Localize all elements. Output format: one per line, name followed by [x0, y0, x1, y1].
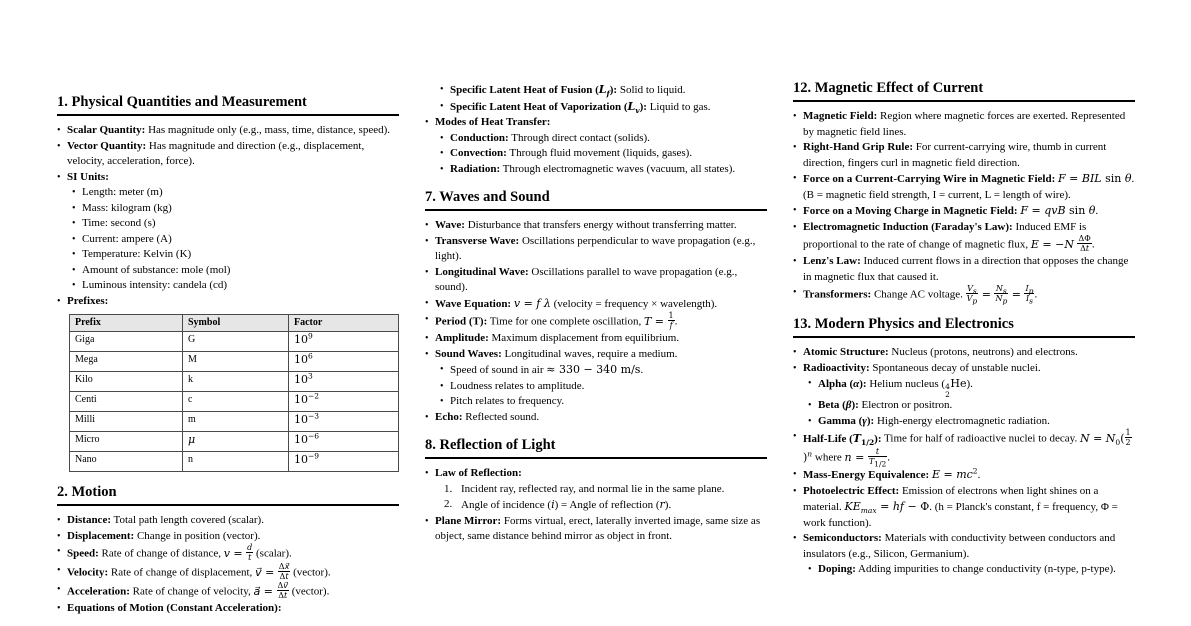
list-item	[444, 497, 767, 514]
item-text: Magnetic Field: Region where magnetic forces are exerted. Represented by magnetic field lines.	[803, 110, 1126, 138]
list-item	[57, 529, 399, 545]
item-text: Vector Quantity: Has magnitude and direction (e.g., displacement, velocity, acceleration, force).	[67, 139, 365, 167]
item-text: Gamma (γ): High-energy electromagnetic radiation.	[818, 414, 1050, 427]
item-text: Time: second (s)	[82, 217, 156, 229]
list-item	[793, 220, 1135, 255]
bullet-list	[793, 345, 1135, 578]
bullet-marker: •	[425, 297, 429, 309]
table-cell: Micro	[70, 432, 183, 452]
list-item	[57, 170, 399, 186]
list-item	[793, 484, 1135, 532]
bullet-marker: •	[793, 142, 797, 153]
section-heading: 13. Modern Physics and Electronics	[793, 316, 1135, 338]
list-item	[425, 514, 767, 545]
list-item	[793, 467, 1135, 484]
list-item	[57, 601, 399, 617]
table-cell: $10^{-9}$	[289, 452, 399, 472]
column-3	[793, 80, 1135, 617]
item-text: Force on a Current-Carrying Wire in Magnetic Field: F = BIL sin θ. (B = magnetic field strength, I = current, L = length of wire).	[803, 172, 1135, 201]
list-item	[793, 361, 1135, 377]
item-text: Mass-Energy Equivalence: $E = mc^2$.	[803, 466, 981, 481]
item-text: Convection: Through fluid movement (liquids, gases).	[450, 147, 693, 159]
table-cell: m	[183, 412, 289, 432]
bullet-marker: •	[425, 515, 429, 527]
bullet-marker: •	[72, 187, 76, 198]
list-item	[425, 218, 767, 234]
list-item	[440, 162, 767, 178]
bullet-marker: •	[793, 205, 797, 216]
list-item	[440, 99, 767, 116]
bullet-marker: •	[793, 287, 797, 298]
bullet-list	[425, 218, 767, 425]
bullet-marker: •	[57, 140, 61, 152]
bullet-list	[793, 109, 1135, 304]
bullet-marker: •	[440, 163, 444, 175]
bullet-marker: •	[57, 546, 61, 557]
item-text: Scalar Quantity: Has magnitude only (e.g., mass, time, distance, speed).	[67, 124, 391, 136]
list-item	[72, 263, 399, 279]
table-cell: $10^3$	[289, 372, 399, 392]
list-item	[425, 115, 767, 131]
list-item	[425, 296, 767, 313]
item-text: Distance: Total path length covered (scalar).	[67, 514, 264, 526]
bullet-marker: •	[808, 564, 812, 575]
table-cell: $10^{-2}$	[289, 392, 399, 412]
table-header-cell: Symbol	[183, 315, 289, 332]
bullet-marker: •	[57, 295, 61, 307]
table-cell: Centi	[70, 392, 183, 412]
bullet-marker: •	[793, 347, 797, 358]
item-text: Echo: Reflected sound.	[435, 410, 540, 423]
bullet-marker: •	[57, 515, 61, 526]
table-cell: Kilo	[70, 372, 183, 392]
list-item	[57, 513, 399, 529]
table-cell: Mega	[70, 352, 183, 372]
list-item	[57, 123, 399, 139]
item-text: Atomic Structure: Nucleus (protons, neutrons) and electrons.	[803, 346, 1078, 358]
bullet-marker: •	[793, 469, 797, 480]
bullet-marker: •	[793, 256, 797, 267]
list-item	[72, 278, 399, 294]
bullet-marker: •	[72, 280, 76, 291]
item-text: Amplitude: Maximum displacement from equilibrium.	[435, 332, 680, 344]
bullet-marker: •	[57, 565, 61, 576]
bullet-marker: •	[72, 218, 76, 229]
table-cell: M	[183, 352, 289, 372]
item-text: Lenz's Law: Induced current flows in a direction that opposes the change in magnetic flux that caused it.	[803, 255, 1129, 283]
list-item	[440, 131, 767, 147]
list-item	[793, 109, 1135, 140]
bullet-marker: •	[425, 348, 429, 360]
table-row	[70, 432, 399, 452]
item-text: Modes of Heat Transfer:	[435, 116, 551, 128]
table-row	[70, 372, 399, 392]
item-text: Electromagnetic Induction (Faraday's Law): Induced EMF is proportional to the rate of change of magnetic flux, E = −N $\frac{\Delta\Phi}{\Delta t}$ .	[803, 220, 1095, 253]
list-item	[72, 185, 399, 201]
list-item	[793, 140, 1135, 171]
list-item	[440, 82, 767, 99]
bullet-marker: •	[72, 264, 76, 276]
table-cell: $10^6$	[289, 352, 399, 372]
bullet-marker: •	[440, 100, 444, 112]
list-item	[57, 563, 399, 582]
item-text: Velocity: Rate of change of displacement, v⃗ = $\frac{\Delta x⃗}{\Delta t}$ (vector).	[67, 562, 331, 581]
bullet-marker: •	[808, 400, 812, 411]
bullet-list	[425, 82, 767, 177]
item-text: Speed of sound in air ≈ 330 − 340 m/s.	[450, 363, 644, 376]
table-row	[70, 332, 399, 352]
list-item	[72, 247, 399, 263]
column-1	[57, 80, 399, 617]
item-text: Doping: Adding impurities to change conductivity (n-type, p-type).	[818, 563, 1116, 575]
bullet-list	[57, 123, 399, 309]
table-cell: $10^{-3}$	[289, 412, 399, 432]
bullet-marker: •	[808, 378, 812, 389]
bullet-marker: •	[57, 584, 61, 595]
list-item	[425, 234, 767, 265]
bullet-marker: •	[425, 411, 429, 423]
item-text: Transverse Wave: Oscillations perpendicular to wave propagation (e.g., light).	[435, 234, 756, 262]
list-item	[793, 429, 1135, 467]
item-text: Specific Latent Heat of Vaporization $(L_v)$: Liquid to gas.	[450, 99, 711, 115]
bullet-marker: •	[425, 468, 429, 479]
item-text: Beta (β): Electron or positron.	[818, 399, 953, 411]
item-text: Right-Hand Grip Rule: For current-carrying wire, thumb in current direction, fingers curl in magnetic field direction.	[803, 141, 1107, 169]
table-cell: μ	[183, 432, 289, 452]
bullet-marker: •	[425, 235, 429, 247]
bullet-marker: •	[793, 362, 797, 374]
bullet-marker: •	[440, 84, 444, 95]
section-heading: 1. Physical Quantities and Measurement	[57, 94, 399, 116]
item-text: Period (T): Time for one complete oscillation, T = $\frac{1}{f}$ .	[435, 311, 678, 330]
bullet-marker: •	[425, 266, 429, 278]
item-text: Length: meter (m)	[82, 186, 163, 198]
item-text: Half-Life $(T_{1/2})$: Time for half of radioactive nuclei to decay. $N = N_0$( $\frac{1}{2}$ )$^n$ where n = $\frac{t}{T_{1/2}}$ .	[803, 428, 1131, 469]
bullet-marker: •	[72, 249, 76, 260]
item-text: Displacement: Change in position (vector).	[67, 529, 261, 542]
item-text: Prefixes:	[67, 294, 109, 307]
bullet-marker: •	[440, 132, 444, 144]
list-item	[793, 285, 1135, 304]
bullet-marker: •	[425, 314, 429, 325]
list-item	[440, 362, 767, 379]
list-item	[57, 139, 399, 170]
bullet-marker: •	[793, 111, 797, 122]
table-cell: n	[183, 452, 289, 472]
list-item	[444, 482, 767, 498]
list-item	[793, 254, 1135, 285]
bullet-marker: •	[793, 533, 797, 544]
bullet-marker: •	[793, 221, 797, 233]
bullet-marker: •	[57, 603, 61, 614]
item-text: Speed: Rate of change of distance, v = $\frac{d}{t}$ (scalar).	[67, 543, 292, 562]
bullet-marker: •	[72, 233, 76, 245]
bullet-list	[57, 513, 399, 617]
list-item	[440, 394, 767, 410]
item-text: Wave: Disturbance that transfers energy without transferring matter.	[435, 219, 737, 231]
list-item	[808, 414, 1135, 430]
section-heading: 7. Waves and Sound	[425, 189, 767, 211]
bullet-marker: •	[440, 396, 444, 407]
list-item	[808, 376, 1135, 398]
list-item	[808, 562, 1135, 578]
table-cell: $10^{-6}$	[289, 432, 399, 452]
item-text: Temperature: Kelvin (K)	[82, 248, 192, 260]
bullet-marker: •	[793, 173, 797, 184]
list-item	[72, 232, 399, 248]
table-cell: k	[183, 372, 289, 392]
table-row	[70, 392, 399, 412]
list-item	[793, 531, 1135, 562]
item-text: Semiconductors: Materials with conductivity between conductors and insulators (e.g., Silicon, Germanium).	[803, 532, 1116, 560]
list-item	[793, 171, 1135, 203]
table-header-cell: Factor	[289, 315, 399, 332]
bullet-marker: •	[57, 530, 61, 542]
item-text: SI Units:	[67, 170, 109, 183]
bullet-marker: •	[425, 220, 429, 231]
bullet-marker: •	[57, 171, 61, 183]
list-item	[425, 410, 767, 426]
item-text: Acceleration: Rate of change of velocity, a⃗ = $\frac{\Delta v⃗}{\Delta t}$ (vector).	[67, 581, 330, 600]
item-text: Specific Latent Heat of Fusion $(L_f)$: Solid to liquid.	[450, 83, 686, 99]
list-item	[57, 544, 399, 563]
item-text: Mass: kilogram (kg)	[82, 201, 172, 214]
item-text: Law of Reflection:	[435, 467, 522, 479]
bullet-marker: •	[793, 431, 797, 442]
item-text: Transformers: Change AC voltage. $\frac{V_s}{V_p}$ = $\frac{N_s}{N_p}$ = $\frac{I_p}{I_s}$ .	[803, 284, 1038, 306]
item-text: Radioactivity: Spontaneous decay of unstable nuclei.	[803, 361, 1041, 374]
item-text: Longitudinal Wave: Oscillations parallel to wave propagation (e.g., sound).	[435, 265, 738, 293]
item-text: Plane Mirror: Forms virtual, erect, laterally inverted image, same size as object, same distance behind mirror as object in front.	[435, 514, 761, 542]
table-header-cell: Prefix	[70, 315, 183, 332]
list-item	[425, 347, 767, 363]
bullet-marker: •	[72, 202, 76, 214]
list-item	[72, 216, 399, 232]
bullet-marker: •	[440, 364, 444, 375]
table-row	[70, 412, 399, 432]
table-row	[70, 352, 399, 372]
list-item	[57, 294, 399, 310]
item-text: Equations of Motion (Constant Acceleration):	[67, 602, 282, 614]
item-text: Pitch relates to frequency.	[450, 395, 565, 407]
bullet-marker: •	[440, 148, 444, 159]
item-text: Current: ampere (A)	[82, 232, 172, 245]
item-text: Luminous intensity: candela (cd)	[82, 279, 228, 291]
item-text: Sound Waves: Longitudinal waves, require a medium.	[435, 347, 678, 360]
item-number: 2.	[444, 498, 453, 510]
list-item	[425, 265, 767, 296]
bullet-list	[425, 466, 767, 545]
list-item	[440, 146, 767, 162]
list-item	[425, 466, 767, 482]
item-number: 1.	[444, 482, 453, 495]
bullet-marker: •	[57, 125, 61, 136]
list-item	[793, 203, 1135, 220]
list-item	[425, 312, 767, 331]
table-cell: c	[183, 392, 289, 412]
list-item	[72, 201, 399, 217]
item-text: Amount of substance: mole (mol)	[82, 263, 231, 276]
table-cell: Nano	[70, 452, 183, 472]
bullet-marker: •	[440, 380, 444, 392]
item-text: Force on a Moving Charge in Magnetic Field: F = qvB sin θ.	[803, 204, 1099, 217]
item-text: Incident ray, reflected ray, and normal lie in the same plane.	[461, 482, 725, 495]
section-heading: 2. Motion	[57, 484, 399, 506]
bullet-marker: •	[808, 415, 812, 427]
column-2	[425, 80, 767, 617]
bullet-marker: •	[425, 333, 429, 344]
list-item	[808, 398, 1135, 414]
table-row	[70, 452, 399, 472]
table-cell: G	[183, 332, 289, 352]
item-text: Angle of incidence (i) = Angle of reflection (r).	[461, 498, 672, 511]
list-item	[57, 582, 399, 601]
bullet-marker: •	[425, 117, 429, 128]
section-heading: 12. Magnetic Effect of Current	[793, 80, 1135, 102]
table-header-row	[70, 315, 399, 332]
table-cell: $10^9$	[289, 332, 399, 352]
item-text: Alpha (α): Helium nucleus ( 4 2 He).	[818, 377, 973, 399]
table-cell: Milli	[70, 412, 183, 432]
item-text: Wave Equation: v = f λ (velocity = frequency × wavelength).	[435, 296, 718, 310]
list-item	[425, 331, 767, 347]
prefixes-table	[69, 314, 399, 472]
list-item	[793, 345, 1135, 361]
table-cell: Giga	[70, 332, 183, 352]
list-item	[440, 379, 767, 395]
item-text: Radiation: Through electromagnetic waves (vacuum, all states).	[450, 162, 736, 175]
item-text: Conduction: Through direct contact (solids).	[450, 131, 650, 144]
bullet-marker: •	[793, 485, 797, 497]
item-text: Photoelectric Effect: Emission of electrons when light shines on a material. $KE_{max}$ = hf − Φ. (h = Planck's constant, f = frequency, Φ = work function).	[803, 484, 1118, 529]
item-text: Loudness relates to amplitude.	[450, 379, 585, 392]
section-heading: 8. Reflection of Light	[425, 437, 767, 459]
